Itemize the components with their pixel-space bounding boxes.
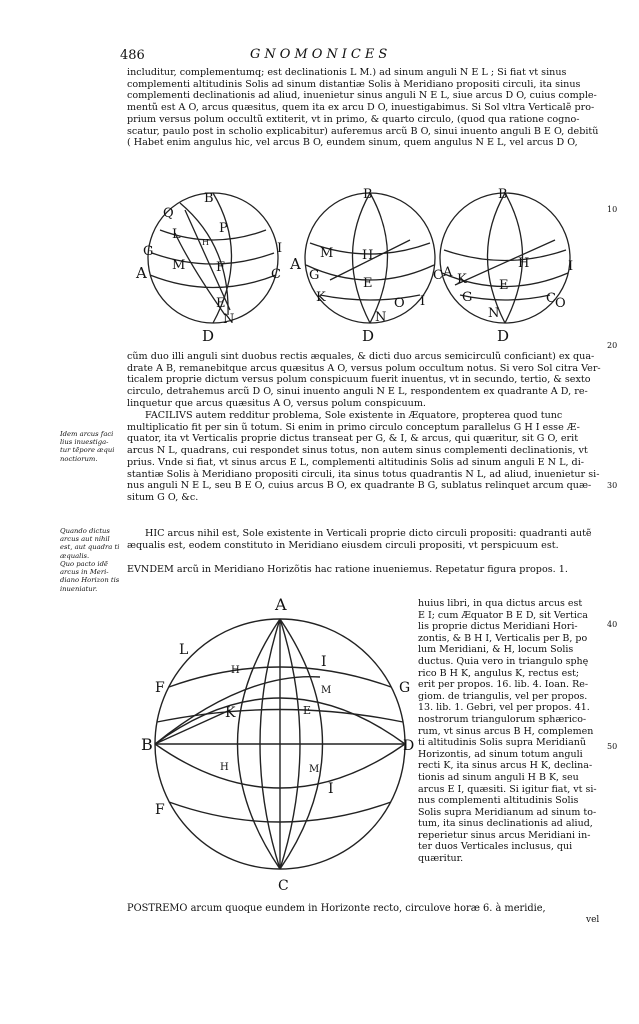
paragraph-1 xyxy=(127,67,607,149)
label-I: I xyxy=(321,654,327,670)
label-B: B xyxy=(363,187,373,202)
text-line: ter duos Verticales inclusus, qui xyxy=(418,841,573,853)
three-circle-figures xyxy=(130,155,610,350)
label-G: G xyxy=(143,244,154,259)
label-O: O xyxy=(555,296,566,311)
text-line: FACILIVS autem redditur problema, Sole existente in Æquatore, propterea quod tunc xyxy=(145,410,563,421)
text-line: ductus. Quia vero in triangulo sphę xyxy=(418,655,589,667)
label-M: M xyxy=(321,685,332,696)
label-I: I xyxy=(568,259,574,274)
text-line: drate A B, remanebitque arcus quæsitus A O, versus polum occultum notus. Si vero Sol citra Ver- xyxy=(127,362,601,374)
text-line: lis proprie dictus Meridiani Hori- xyxy=(418,621,578,633)
label-C: C xyxy=(546,291,556,306)
margin-note: Quando dictus arcus aut nihil est, aut quadra ti æqualis. xyxy=(60,527,120,560)
label-H: H xyxy=(231,665,240,676)
label-C: C xyxy=(271,267,281,282)
label-E: E xyxy=(363,276,373,291)
text-line: circulo, detrahemus arcũ D O, sinui inuento anguli N E L, respondentem ex quadrante A D, re- xyxy=(127,386,588,398)
margin-note: Quo pacto idẽ arcus in Meri- diano Horizon tis inueniatur. xyxy=(60,560,120,593)
label-F: F xyxy=(155,802,165,818)
text-line: HIC arcus nihil est, Sole existente in Verticali proprie dicto circuli propositi: quadranti autẽ xyxy=(145,528,592,539)
line-number: 10 xyxy=(607,205,618,214)
text-line: æqualis est, eodem constituto in Meridiano eiusdem circuli propositi, vt perspicuum est. xyxy=(127,539,559,551)
label-M: M xyxy=(172,258,186,273)
text-line: complementi declinationis ad aliud, inuenietur sinus anguli N E L, siue arcus D O, cuius comple- xyxy=(127,90,597,102)
label-E: E xyxy=(499,278,509,293)
text-line: EVNDEM arcũ in Meridiano Horizõtis hac ratione inueniemus. Repetatur figura propos. 1. xyxy=(127,564,568,575)
label-P: P xyxy=(219,221,228,236)
label-I: I xyxy=(277,241,283,256)
label-G: G xyxy=(309,268,320,283)
text-line: tum, ita sinus declinationis ad aliud, xyxy=(418,818,593,830)
label-C: C xyxy=(433,268,443,283)
line-number: 30 xyxy=(607,481,618,490)
text-line: reperietur sinus arcus Meridiani in- xyxy=(418,829,591,841)
label-L: L xyxy=(179,642,189,658)
text-line: nus anguli N E L, seu B E O, cuius arcus B O, ex quadrante B G, sublatus relinquet arcum quæ- xyxy=(127,480,592,492)
sphere-figure xyxy=(135,592,425,897)
label-G: G xyxy=(399,680,411,696)
text-line: zontis, & B H I, Verticalis per B, po xyxy=(418,632,588,644)
label-G: G xyxy=(462,290,473,305)
text-line: cũm duo illi anguli sint duobus rectis æquales, & dicti duo arcus semicirculũ conficiant) ex qua- xyxy=(127,351,595,362)
label-H: H xyxy=(220,762,229,773)
text-line: quæritur. xyxy=(418,853,464,865)
label-A: A xyxy=(290,255,301,273)
label-N: N xyxy=(223,312,235,327)
catchword: vel xyxy=(586,915,600,925)
text-line: scatur, paulo post in scholio explicabitur) auferemus arcũ B O, sinui inuento anguli B E O, debitũ xyxy=(127,125,599,137)
text-line: nus complementi altitudinis Solis xyxy=(418,795,579,807)
text-line: 13. lib. 1. Gebri, vel per propos. 41. xyxy=(418,702,590,714)
text-line: ( Habet enim angulus hic, vel arcus B O, eundem sinum, quem angulus N E L, vel arcus D O, xyxy=(127,137,578,149)
side-text-column xyxy=(418,598,606,865)
label-F: F xyxy=(216,260,226,275)
text-line: ti altitudinis Solis supra Meridianũ xyxy=(418,737,586,749)
text-line: rico B H K, angulus K, rectus est; xyxy=(418,667,580,679)
text-line: Horizontis, ad sinum totum anguli xyxy=(418,748,583,760)
label-H: H xyxy=(202,238,209,247)
label-M: M xyxy=(309,764,320,775)
label-M: M xyxy=(320,246,334,261)
text-line: includitur, complementumq; est declinationis L M.) ad sinum anguli N E L ; Si fiat vt sinus xyxy=(127,67,567,78)
label-K: K xyxy=(225,705,236,721)
text-line: situm G O, &c. xyxy=(127,491,199,503)
label-H: H xyxy=(518,256,530,271)
text-line: tionis ad sinum anguli H B K, seu xyxy=(418,771,579,783)
text-line: recti K, ita sinus arcus H K, declina- xyxy=(418,760,593,772)
label-K: K xyxy=(316,290,326,305)
label-E: E xyxy=(216,296,226,311)
page-number: 486 xyxy=(120,48,145,63)
paragraph-2 xyxy=(127,351,607,410)
paragraph-4 xyxy=(127,528,607,551)
running-title: GNOMONICES xyxy=(250,47,392,62)
text-line: nostrorum triangulorum sphærico- xyxy=(418,713,587,725)
label-B: B xyxy=(204,191,214,206)
text-line: erit per propos. 16. lib. 4. Ioan. Re- xyxy=(418,679,589,691)
label-L: L xyxy=(172,227,181,242)
text-line: prium versus polum occultũ extiterit, vt in primo, & quarto circulo, (quod qua ratione cogno- xyxy=(127,113,580,125)
margin-note: Idem arcus faci lius inuestiga- tur tẽpore æqui noctiorum. xyxy=(60,430,115,463)
final-paragraph: POSTREMO arcum quoque eundem in Horizonte recto, circulove horæ 6. à meridie, xyxy=(127,903,546,914)
text-line: stantiæ Solis à Meridiano propositi circuli, ita sinus totus quadrantis N L, ad aliud, inuenietur si- xyxy=(127,468,600,480)
label-A: A xyxy=(275,595,287,614)
label-O: O xyxy=(394,296,405,311)
line-number: 20 xyxy=(607,341,618,350)
line-number: 40 xyxy=(607,620,618,629)
label-E: E xyxy=(303,704,312,717)
text-line: rum, vt sinus arcus B H, complemen xyxy=(418,725,594,737)
text-line: multiplicatio fit per sin ũ totum. Si enim in primo circulo conceptum parallelus G H I esse Æ- xyxy=(127,421,580,433)
text-line: ticalem proprie dictum versus polum conspicuum fuerit inuentus, vt in secundo, tertio, & sexto xyxy=(127,374,591,386)
label-B: B xyxy=(498,187,508,202)
text-line: mentũ est A O, arcus quæsitus, quem ita ex arcu D O, inuestigabimus. Si Sol vltra Verticalẽ pro- xyxy=(127,102,595,114)
text-line: linquetur que arcus quæsitus A O, versus polum conspicuum. xyxy=(127,397,426,409)
label-H: H xyxy=(362,248,374,263)
label-A: A xyxy=(443,265,453,280)
label-A: A xyxy=(136,264,147,282)
label-D: D xyxy=(362,327,375,345)
label-Q: Q xyxy=(163,206,174,221)
label-D: D xyxy=(202,327,215,345)
paragraph-5 xyxy=(127,564,607,576)
text-line: huius libri, in qua dictus arcus est xyxy=(418,598,583,609)
text-line: complementi altitudinis Solis ad sinum distantiæ Solis à Meridiano propositi circuli, ita sinus xyxy=(127,78,581,90)
text-line: prius. Vnde si fiat, vt sinus arcus E L, complementi altitudinis Solis ad sinum anguli E N L, di- xyxy=(127,456,585,468)
label-N: N xyxy=(488,306,500,321)
text-line: Solis supra Meridianum ad sinum to- xyxy=(418,806,597,818)
label-K: K xyxy=(457,272,467,287)
text-line: quator, ita vt Verticalis proprie dictus transeat per G, & I, & arcus, qui quæritur, sit G O, erit xyxy=(127,433,579,445)
label-N: N xyxy=(375,310,387,325)
label-F: F xyxy=(155,680,165,696)
text-line: arcus E I, quæsiti. Si igitur fiat, vt si- xyxy=(418,783,597,795)
text-line: giom. de triangulis, vel per propos. xyxy=(418,690,588,702)
text-line: arcus N L, quadrans, cui respondet sinus totus, non autem sinus complementi declinationis, vt xyxy=(127,445,588,457)
label-B: B xyxy=(141,735,153,754)
label-I: I xyxy=(420,294,426,309)
label-C: C xyxy=(278,878,289,894)
line-number: 50 xyxy=(607,742,618,751)
label-D: D xyxy=(403,738,415,754)
label-D: D xyxy=(497,327,510,345)
label-I: I xyxy=(328,781,334,797)
text-line: E I; cum Æquator B E D, sit Vertica xyxy=(418,609,588,621)
paragraph-3 xyxy=(127,410,607,504)
text-line: lum Meridiani, & H, locum Solis xyxy=(418,644,574,656)
